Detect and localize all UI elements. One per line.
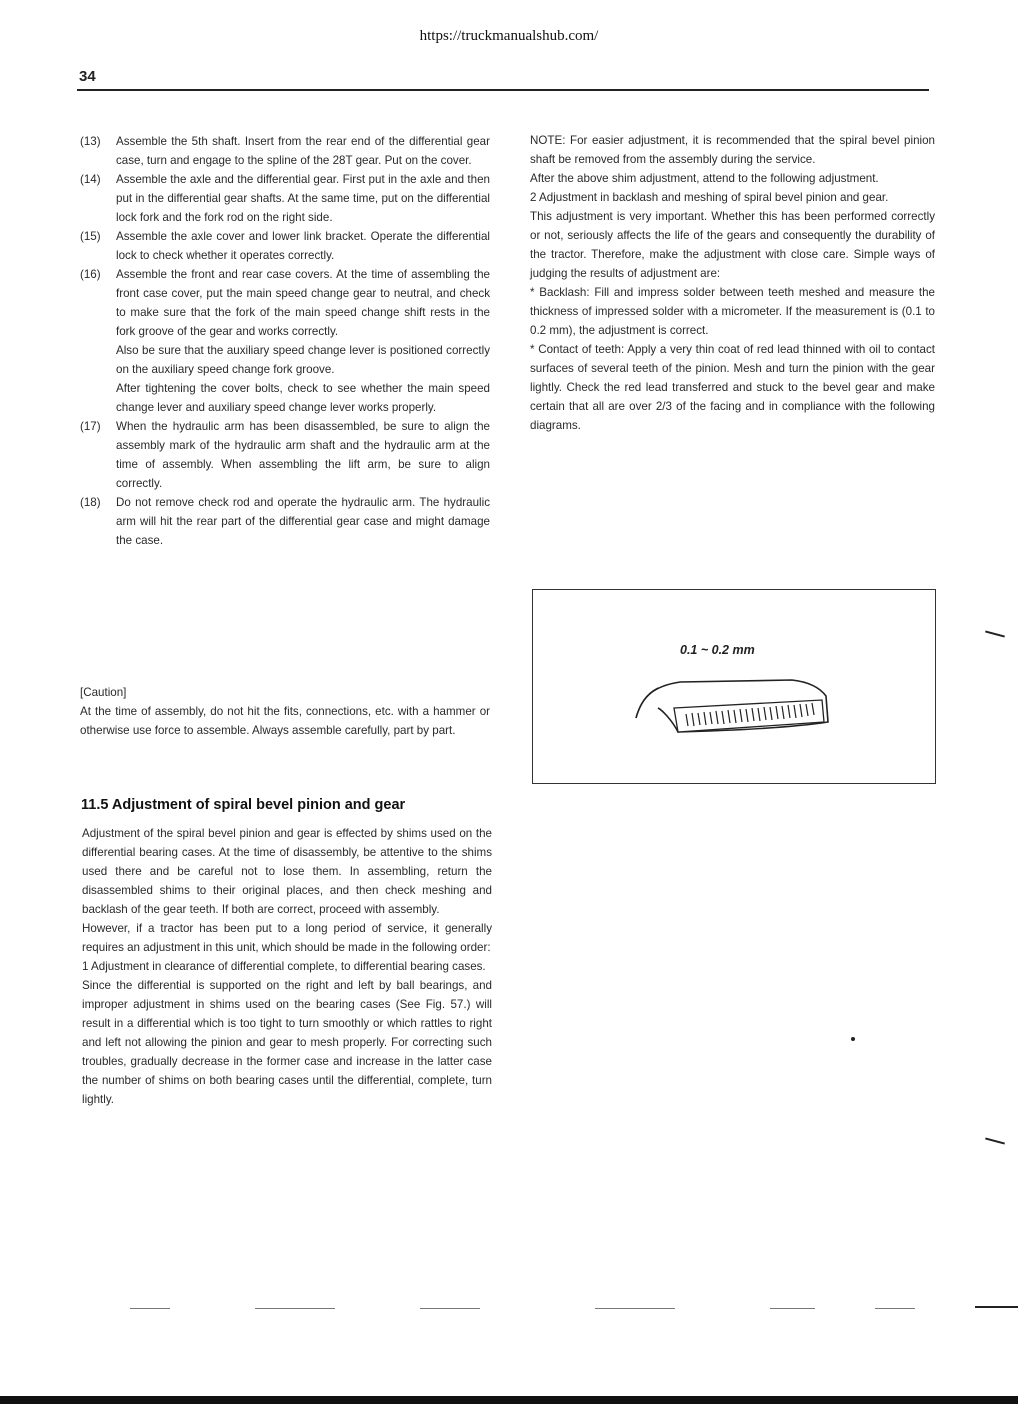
header-rule xyxy=(77,89,929,91)
step-number: (14) xyxy=(80,173,101,186)
caution-text: At the time of assembly, do not hit the fits, connections, etc. with a hammer or otherwise use force to assemble. Always assemble carefully, part by part. xyxy=(80,705,490,737)
subheading: 2 Adjustment in backlash and meshing of spiral bevel pinion and gear. xyxy=(530,191,889,204)
paragraph: Since the differential is supported on the right and left by ball bearings, and improper adjustment in shims used on the bearing cases (See Fig. 57.) will result in a differential which is too tight to turn smoothly or which rattles to right and left not allowing the pinion and gear to mesh properly. For correcting such troubles, gradually decrease in the former case and increase in the latter case the number of shims on both bearing cases until the differential, complete, turn lightly. xyxy=(82,979,492,1106)
paragraph: However, if a tractor has been put to a long period of service, it generally requires an adjustment in this unit, which should be made in the following order: xyxy=(82,922,492,954)
step-number: (15) xyxy=(80,230,101,243)
page-number: 34 xyxy=(79,68,96,85)
step-number: (17) xyxy=(80,420,101,433)
step-number: (13) xyxy=(80,135,101,148)
step-13 xyxy=(80,132,490,170)
step-14 xyxy=(80,170,490,227)
assembly-steps xyxy=(80,132,490,550)
paragraph: After the above shim adjustment, attend to the following adjustment. xyxy=(530,172,879,185)
caution-title: [Caution] xyxy=(80,686,127,699)
step-text: Assemble the axle and the differential gear. First put in the axle and then put in the differential gear shafts. At the same time, put on the differential lock fork and the fork rod on the right side. xyxy=(116,173,490,224)
step-15 xyxy=(80,227,490,265)
paragraph: 1 Adjustment in clearance of differential complete, to differential bearing cases. xyxy=(82,960,486,973)
note-paragraph: NOTE: For easier adjustment, it is recommended that the spiral bevel pinion shaft be removed from the assembly during the service. xyxy=(530,134,935,166)
step-16 xyxy=(80,265,490,417)
step-text: Assemble the front and rear case covers. At the time of assembling the front case cover, put the main speed change gear to neutral, and check to make sure that the fork of the main speed change shift rests in the fork groove of the gear and works correctly. xyxy=(116,268,490,338)
figure-label: 0.1 ~ 0.2 mm xyxy=(680,643,755,657)
scan-mark xyxy=(985,630,1005,637)
step-text: Assemble the 5th shaft. Insert from the rear end of the differential gear case, turn and engage to the spline of the 28T gear. Put on the cover. xyxy=(116,135,490,167)
scan-mark xyxy=(770,1308,815,1309)
scan-mark xyxy=(595,1308,675,1309)
section-heading: 11.5 Adjustment of spiral bevel pinion and gear xyxy=(81,797,406,813)
scan-mark xyxy=(875,1308,915,1309)
contact-paragraph: * Contact of teeth: Apply a very thin coat of red lead thinned with oil to contact surfaces of several teeth of the pinion. Mesh and turn the pinion with the gear lightly. Check the red lead transferred and stuck to the bevel gear and make certain that all are over 2/3 of the facing and in compliance with the following diagrams. xyxy=(530,343,935,432)
source-url: https://truckmanualshub.com/ xyxy=(419,28,599,44)
scan-mark xyxy=(985,1137,1005,1144)
section-body xyxy=(82,824,492,1109)
scan-mark xyxy=(851,1037,855,1041)
step-17 xyxy=(80,417,490,493)
right-column xyxy=(530,131,935,435)
scan-mark xyxy=(420,1308,480,1309)
scan-bottom-edge xyxy=(0,1396,1018,1404)
scan-mark xyxy=(975,1306,1018,1308)
step-text: Do not remove check rod and operate the hydraulic arm. The hydraulic arm will hit the rear part of the differential gear case and might damage the case. xyxy=(116,496,490,547)
backlash-paragraph: * Backlash: Fill and impress solder between teeth meshed and measure the thickness of impressed solder with a micrometer. If the measurement is (0.1 to 0.2 mm), the adjustment is correct. xyxy=(530,286,935,337)
caution-block xyxy=(80,683,490,740)
step-text: When the hydraulic arm has been disassembled, be sure to align the assembly mark of the hydraulic arm shaft and the hydraulic arm at the time of assembly. When assembling the lift arm, be sure to align correctly. xyxy=(116,420,490,490)
step-text: Assemble the axle cover and lower link bracket. Operate the differential lock to check whether it operates correctly. xyxy=(116,230,490,262)
paragraph: Adjustment of the spiral bevel pinion and gear is effected by shims used on the differential bearing cases. At the time of disassembly, be attentive to the shims used there and be careful not to lose them. In assembling, return the disassembled shims to their original places, and then check meshing and backlash of the gear teeth. If both are correct, proceed with assembly. xyxy=(82,827,492,916)
step-18 xyxy=(80,493,490,550)
paragraph: This adjustment is very important. Whether this has been performed correctly or not, seriously affects the life of the gears and consequently the durability of the tractor. Therefore, make the adjustment with close care. Simple ways of judging the results of adjustment are: xyxy=(530,210,935,280)
step-text-continued: Also be sure that the auxiliary speed change lever is positioned correctly on the auxiliary speed change fork groove. xyxy=(116,344,490,376)
step-text-continued: After tightening the cover bolts, check to see whether the main speed change lever and auxiliary speed change lever works properly. xyxy=(116,382,490,414)
step-number: (16) xyxy=(80,268,101,281)
solder-impression-figure xyxy=(632,676,832,746)
step-number: (18) xyxy=(80,496,101,509)
scan-mark xyxy=(255,1308,335,1309)
scan-mark xyxy=(130,1308,170,1309)
